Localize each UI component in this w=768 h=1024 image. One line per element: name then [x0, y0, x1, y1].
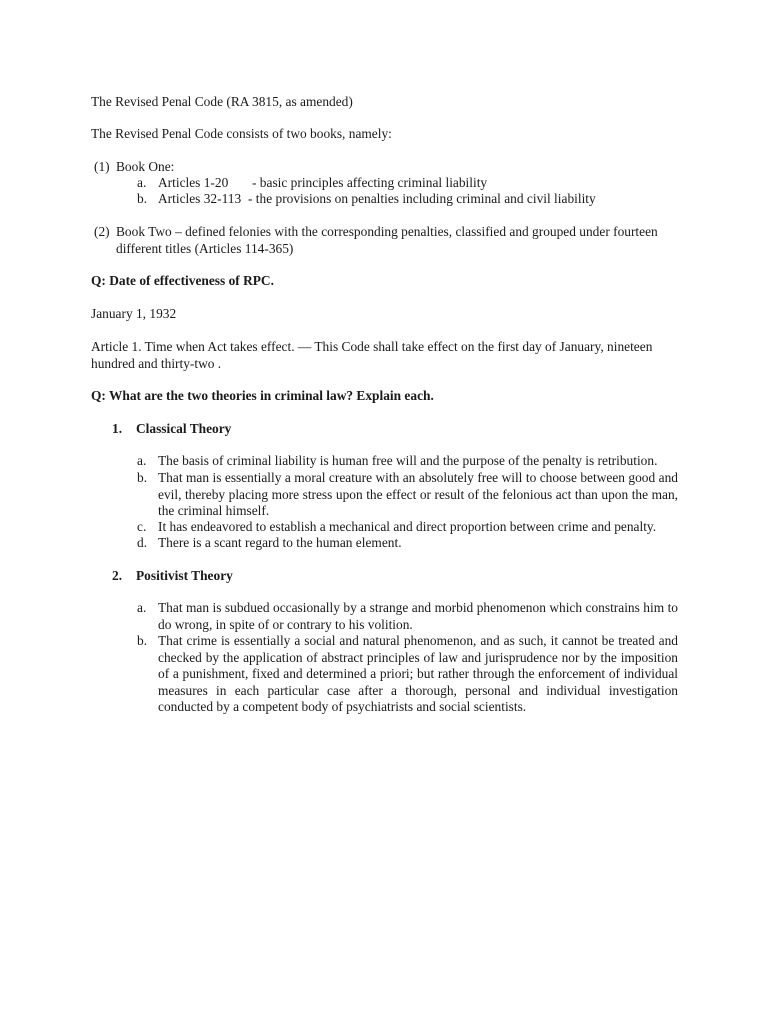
- theory-heading: Classical Theory: [136, 421, 232, 436]
- book-one-description: - the provisions on penalties including criminal and civil liability: [248, 191, 596, 206]
- list-item-text: That man is subdued occasionally by a strange and morbid phenomenon which constrains him to do wrong, in spite of or contrary to his volition.: [158, 600, 678, 632]
- list-item-text: The basis of criminal liability is human free will and the purpose of the penalty is retribution.: [158, 453, 658, 468]
- answer-date: January 1, 1932: [91, 306, 177, 321]
- list-marker: b.: [137, 633, 148, 648]
- list-item-text: That crime is essentially a social and natural phenomenon, and as such, it cannot be treated and checked by the application of abstract principles of law and jurisprudence nor by the imposition of a punishment, fixed and determined a priori; but rather through the enforcement of individual measures in each particular case after a thorough, personal and individual investigation conducted by a competent body of psychiatrists and social scientists.: [158, 633, 678, 714]
- list-marker: a.: [137, 453, 147, 468]
- list-item-text: That man is essentially a moral creature with an absolutely free will to choose between good and evil, thereby placing more stress upon the effect or result of the felonious act than upon the man, the criminal himself.: [158, 470, 678, 518]
- book-one-articles: Articles 1-20: [158, 175, 229, 190]
- book-two-marker: (2): [94, 224, 110, 239]
- theory-number: 2.: [112, 568, 123, 583]
- theory-heading: Positivist Theory: [136, 568, 233, 583]
- document-title: The Revised Penal Code (RA 3815, as amended): [91, 94, 353, 109]
- question-heading: Q: Date of effectiveness of RPC.: [91, 273, 274, 288]
- list-marker: b.: [137, 191, 148, 206]
- book-one-label: Book One:: [116, 159, 175, 174]
- book-two-text: Book Two – defined felonies with the corresponding penalties, classified and grouped under fourteen different titles (Articles 114-365): [116, 224, 658, 256]
- list-marker: d.: [137, 535, 148, 550]
- list-item-text: There is a scant regard to the human element.: [158, 535, 402, 550]
- list-marker: a.: [137, 600, 147, 615]
- list-item-text: It has endeavored to establish a mechanical and direct proportion between crime and penalty.: [158, 519, 657, 534]
- theory-number: 1.: [112, 421, 123, 436]
- book-one-description: - basic principles affecting criminal liability: [252, 175, 488, 190]
- article-text: Article 1. Time when Act takes effect. — This Code shall take effect on the first day of January, nineteen hundred and thirty-two .: [91, 339, 653, 371]
- list-marker: b.: [137, 470, 148, 485]
- book-one-marker: (1): [94, 159, 110, 174]
- question-heading: Q: What are the two theories in criminal law? Explain each.: [91, 388, 434, 403]
- list-marker: a.: [137, 175, 147, 190]
- list-marker: c.: [137, 519, 147, 534]
- book-one-articles: Articles 32-113: [158, 191, 242, 206]
- intro-paragraph: The Revised Penal Code consists of two books, namely:: [91, 126, 392, 141]
